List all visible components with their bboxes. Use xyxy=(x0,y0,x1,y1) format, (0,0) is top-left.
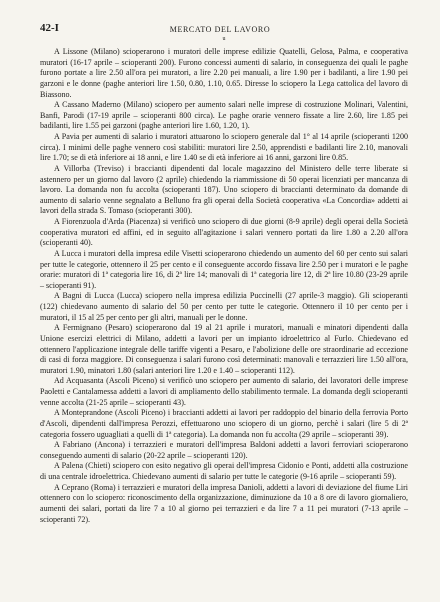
paragraph: A Ceprano (Roma) i terrazzieri e muratori della impresa Danioli, addetti a lavori di deviazione del fiume Liri ottennero con lo sciopero: riconoscimento della organizzazione, diminuzione da 10 a 8 ore di lavoro giornaliero, aumenti dei salari, portati da lire 7 a 10 al giorno pei terrazzieri e da lire 7 a 11 pei muratori (7-13 aprile – scioperanti 72). xyxy=(40,482,408,524)
article-body xyxy=(40,47,408,525)
paragraph: A Pavia per aumenti di salario i muratori attuarono lo sciopero generale dal 1° al 14 aprile (scioperanti 1200 circa). I minimi delle paghe vennero così stabiliti: muratori lire 2.50, apprendisti e badilanti lire 2.10, manovali lire 1.70; se di età inferiore ai 18 anni, e lire 1.40 se di età inferiore ai 16 anni, garzoni lire 0.85. xyxy=(40,132,408,163)
running-title: MERCATO DEL LAVORO xyxy=(169,25,271,34)
paragraph: A Bagni di Lucca (Lucca) sciopero nella impresa edilizia Puccinelli (27 aprile-3 maggio). Gli scioperanti (122) chiedevano aumento di salario del 50 per cento per tutte le categorie. Ottennero il 10 per cento per i muratori, il 15 al 25 per cento per gli altri, manuali per le donne. xyxy=(40,291,408,322)
paragraph: Ad Acquasanta (Ascoli Piceno) si verificò uno sciopero per aumento di salario, dei lavoratori delle imprese Paoletti e Cantalamessa addetti a lavori di ampliamento dello stabilimento termale. La domanda degli scioperanti venne accolta (21-25 aprile – scioperanti 43). xyxy=(40,376,408,407)
paragraph: A Palena (Chieti) sciopero con esito negativo gli operai dell'impresa Cidonio e Ponti, addetti alla costruzione di una centrale idroelettrica. Chiedevano aumenti di salario per tutte le categorie (9-16 aprile – scioperanti 59). xyxy=(40,461,408,481)
paragraph: A Lissone (Milano) scioperarono i muratori delle imprese edilizie Quatelli, Gelosa, Palma, e cooperativa muratori (16-17 aprile – scioperanti 200). Furono concessi aumenti di salario, in conseguenza dei quali le paghe furono portate a lire 2.50 all'ora pei muratori, a lire 2.20 pei manuali, a lire 1.90 per i badilanti, a lire 1.90 pei garzoni e le donne (paghe anteriori lire 1.50, 0.80, 1.10, 0.65. Diresse lo sciopero la Lega cattolica del lavoro di Biassono. xyxy=(40,47,408,99)
signature-mark: u xyxy=(222,36,226,42)
paragraph: A Villorba (Treviso) i braccianti dipendenti dal locale magazzino del Ministero delle terre liberate si astennero per un giorno dal lavoro (2 aprile) chiedendo la riammissione di 50 operai licenziati per mancanza di lavoro. La domanda non fu accolta (scioperanti 187). Uno sciopero di braccianti determinato da domande di aumento di salario venne segnalato a Belluno fra gli operai della Società cooperativa «La Concordia» addetti ai lavori della strada S. Tomaso (scioperanti 300). xyxy=(40,163,408,216)
paragraph: A Fermignano (Pesaro) scioperarono dal 19 al 21 aprile i muratori, manuali e minatori dipendenti dalla Unione esercizi elettrici di Milano, addetti a lavori per un impianto idroelettrico al Furlo. Chiedevano ed ottennero l'applicazione integrale delle tariffe vigenti a Pesaro, e l'abolizione delle ore straordinarie ad eccezione di casi di forza maggiore. Di conseguenza i salari furono così determinati: manovali e terrazzieri lire 1.50 all'ora, muratori 1.90, minatori 1.80 (salari anteriori lire 1.20 e 1.40 – scioperanti 112). xyxy=(40,323,408,375)
paragraph: A Cassano Maderno (Milano) sciopero per aumento salari nelle imprese di costruzione Molinari, Valentini, Banfi, Parodi (17-19 aprile – scioperanti 800 circa). Le paghe orarie vennero fissate a lire 2.60, lire 1.85 pei badilanti, lire 1.55 pei garzoni (paghe anteriori lire 1.60, 1.20, 1). xyxy=(40,100,408,131)
paragraph: A Monteprandone (Ascoli Piceno) i braccianti addetti ai lavori per raddoppio del binario della ferrovia Porto d'Ascoli, dipendenti dall'impresa Perozzi, effettuarono uno sciopero di un giorno, perchè i salari (lire 5 di 2ª categoria fossero uguagliati a quelli di 1ª categoria). La domanda non fu accolta (29 aprile – scioperanti 39). xyxy=(40,408,408,439)
page-number: 42-I xyxy=(40,22,59,34)
paragraph: A Fiorenzuola d'Arda (Piacenza) si verificò uno sciopero di due giorni (8-9 aprile) degli operai della Società cooperativa muratori ed affini, ed in seguito all'agitazione i salari vennero portati da lire 1.80 a 2.20 all'ora (scioperanti 40). xyxy=(40,217,408,248)
paragraph: A Fabriano (Ancona) i terrazzieri e muratori dell'impresa Baldoni addetti a lavori ferroviari scioperarono conseguendo aumenti di salario (20-22 aprile – scioperanti 120). xyxy=(40,440,408,460)
paragraph: A Lucca i muratori della impresa edile Visetti scioperarono chiedendo un aumento del 60 per cento sui salari per tutte le categorie, ottennero il 25 per cento e il conseguente accordo fissava lire 2.50 per i muratori e le paghe orarie: muratori di 1ª categoria lire 16, di 2ª lire 14; manovali di 1ª categoria lire 12, di 2ª lire 10.80 (23-29 aprile – scioperanti 91). xyxy=(40,248,408,290)
